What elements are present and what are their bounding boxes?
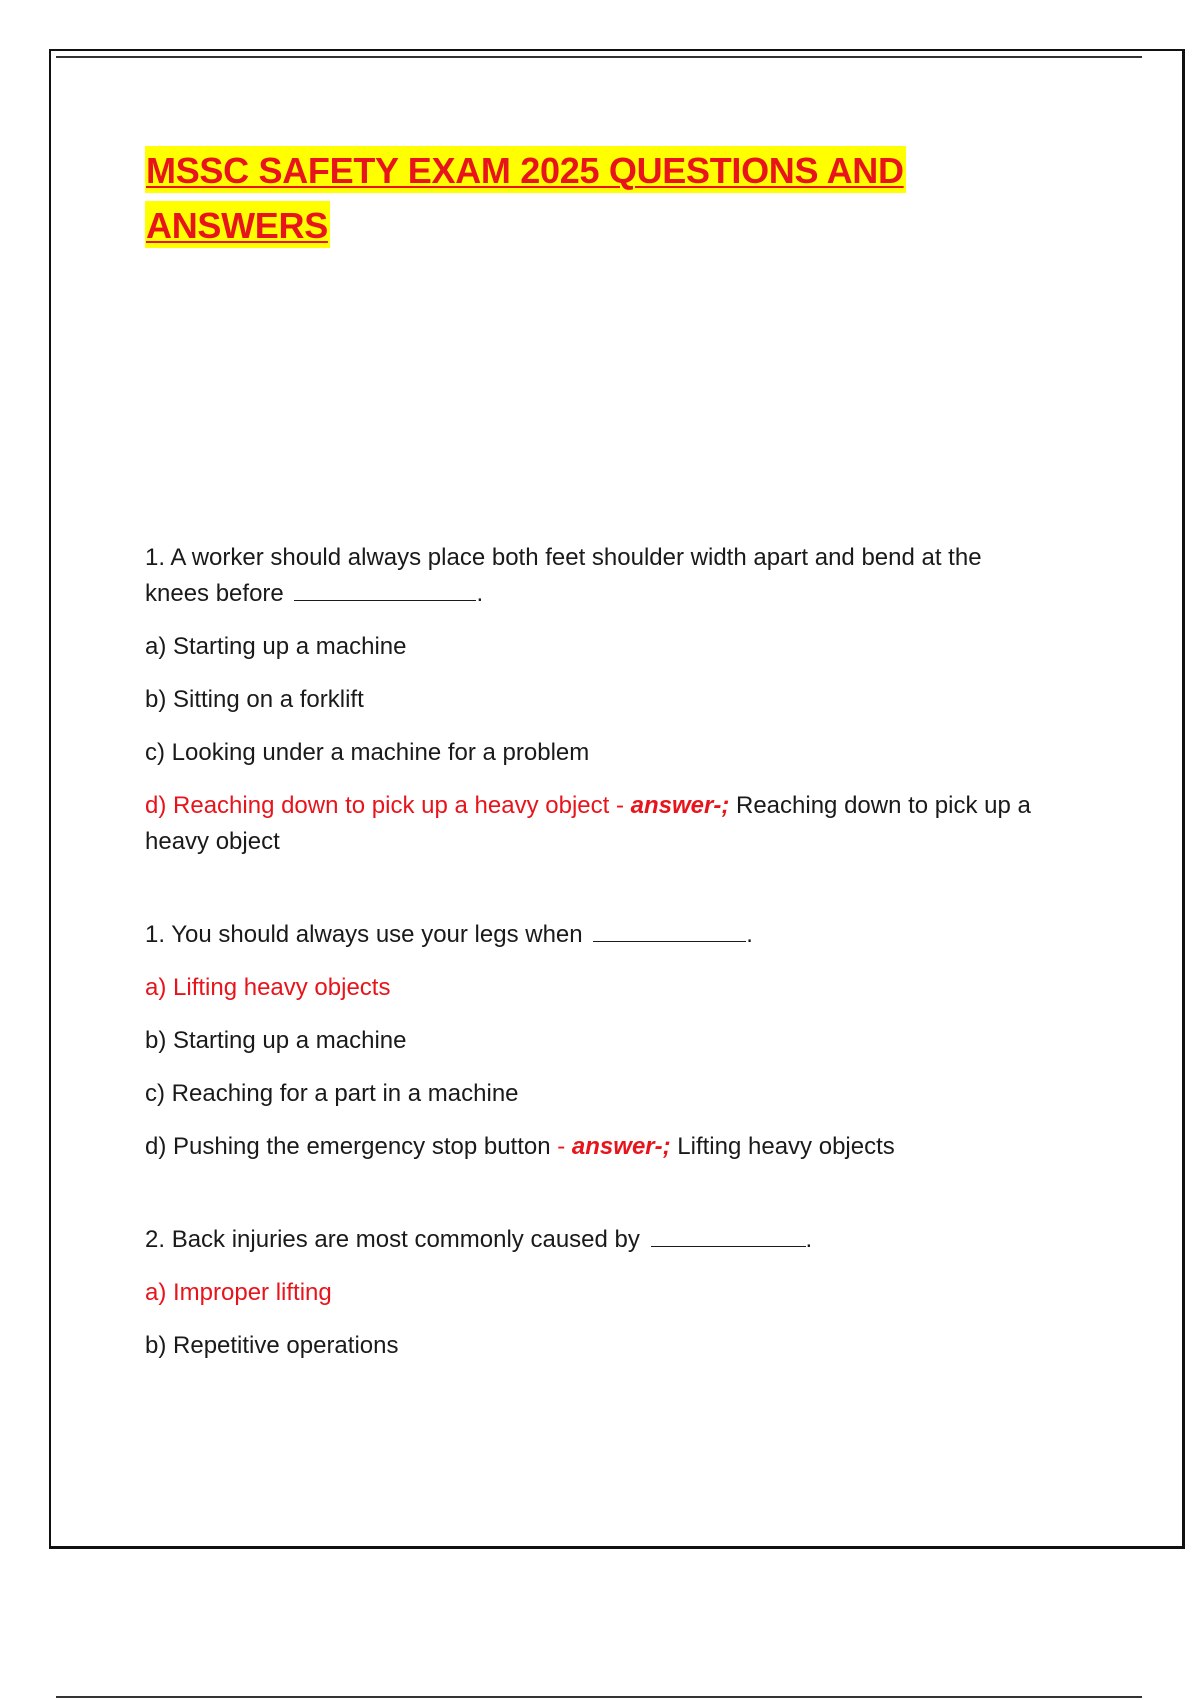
title-line-1: MSSC SAFETY EXAM 2025 QUESTIONS AND (145, 146, 906, 193)
option-c: c) Looking under a machine for a problem (145, 739, 590, 766)
question-text: 2. Back injuries are most commonly caused by . (145, 1226, 813, 1253)
answer-text-continued: heavy object (145, 828, 280, 855)
answer-blank (593, 923, 746, 942)
answer-blank (651, 1228, 806, 1247)
option-d: d) Pushing the emergency stop button - answer-; Lifting heavy objects (145, 1133, 895, 1160)
title-line-2: ANSWERS (145, 201, 330, 248)
option-c: c) Reaching for a part in a machine (145, 1080, 519, 1107)
option-b: b) Repetitive operations (145, 1332, 399, 1359)
option-b: b) Sitting on a forklift (145, 686, 364, 713)
answer-text: Lifting heavy objects (670, 1133, 895, 1160)
answer-tag: answer-; (630, 792, 730, 819)
document-title (145, 146, 1045, 256)
answer-text: Reaching down to pick up a (729, 792, 1031, 819)
option-a: a) Lifting heavy objects (145, 974, 391, 1001)
question-block (145, 1222, 1105, 1364)
option-d: d) Reaching down to pick up a heavy object - answer-; Reaching down to pick up a heavy object (145, 792, 1031, 855)
question-text: 1. You should always use your legs when . (145, 921, 753, 948)
option-a: a) Starting up a machine (145, 633, 407, 660)
footer-rule (56, 1696, 1142, 1698)
answer-tag: answer-; (571, 1133, 671, 1160)
question-text: 1. A worker should always place both feet shoulder width apart and bend at the knees before . (145, 544, 982, 607)
question-list (145, 540, 1105, 1381)
correct-option-label: d) Reaching down to pick up a heavy object (145, 792, 610, 819)
option-a: a) Improper lifting (145, 1279, 332, 1306)
question-block (145, 540, 1105, 860)
answer-blank (294, 582, 476, 601)
option-b: b) Starting up a machine (145, 1027, 407, 1054)
header-rule (56, 56, 1142, 58)
question-block (145, 917, 1105, 1165)
